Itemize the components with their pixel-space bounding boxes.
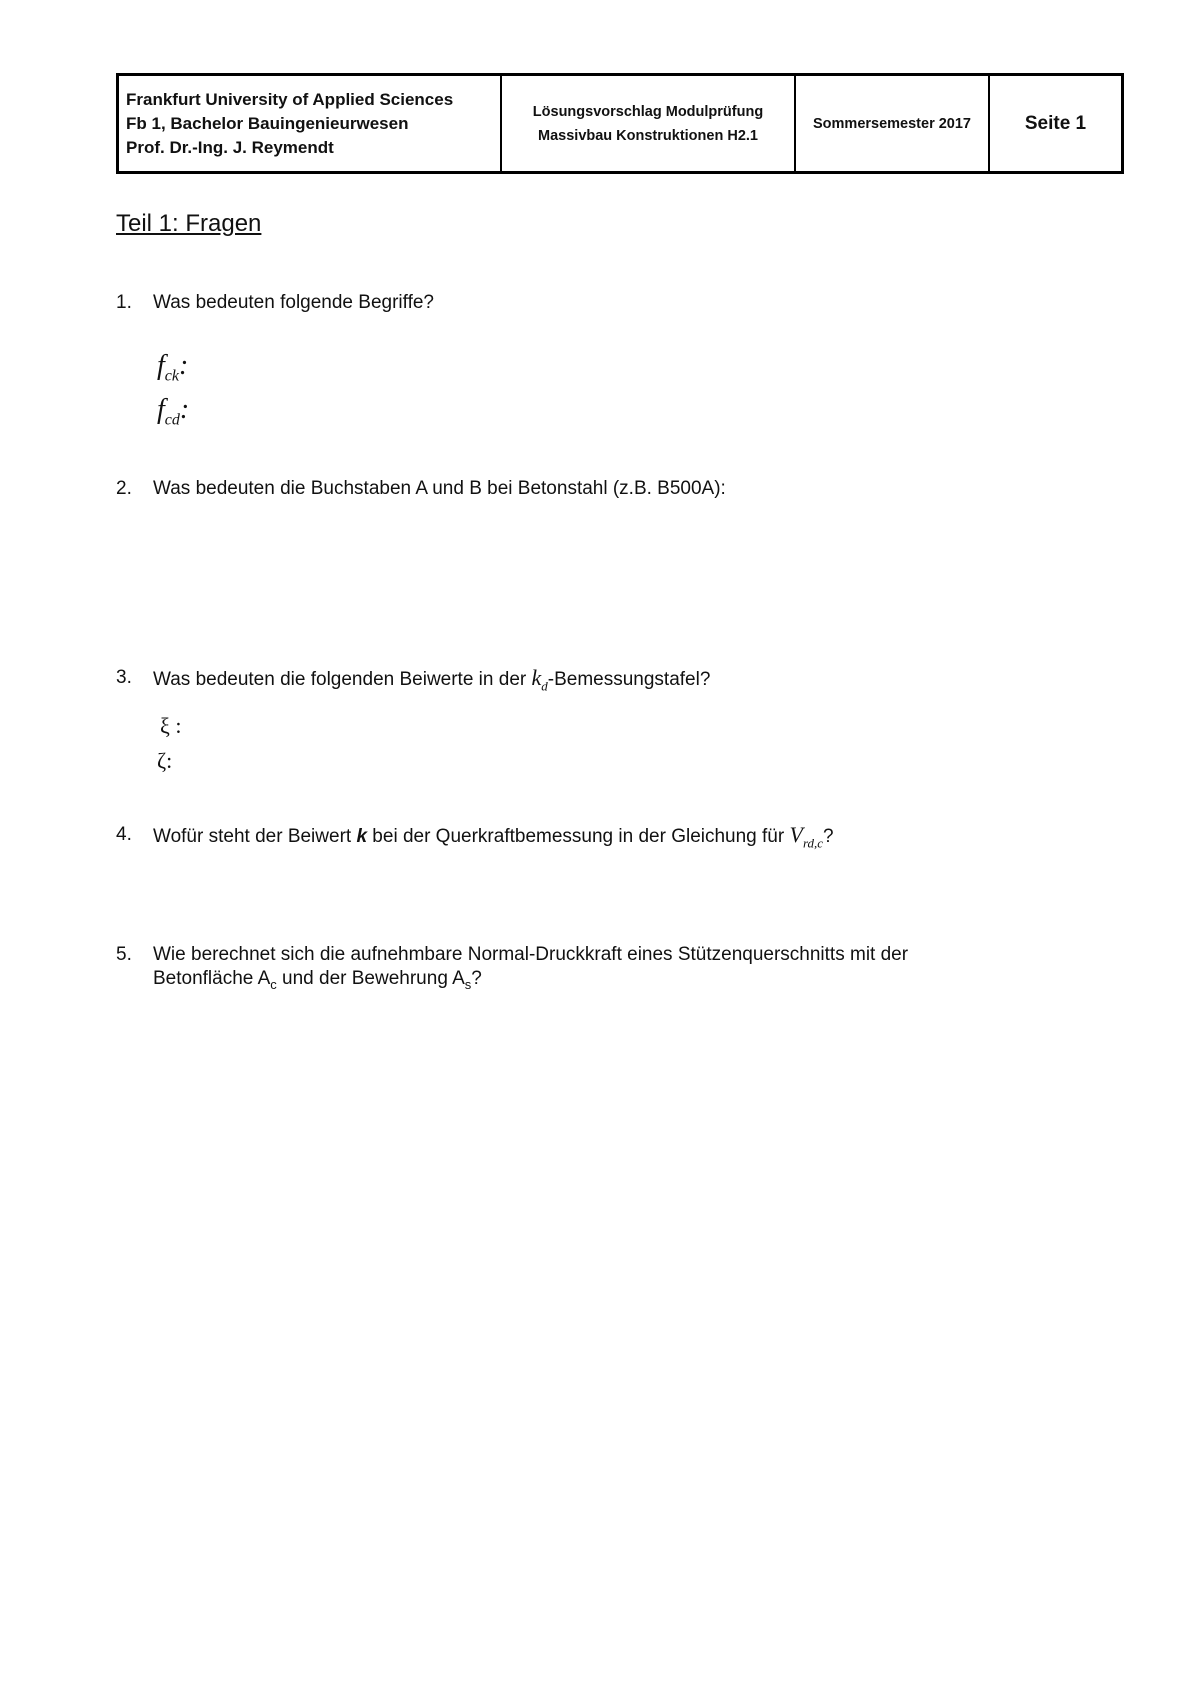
semester-cell — [796, 76, 990, 171]
symbol-k: k — [356, 826, 368, 847]
symbol-fck: $f_{ck}$: — [157, 350, 189, 385]
symbol-vrdc: $V_{rd,c}$ — [789, 822, 824, 851]
question-5 — [116, 943, 1013, 997]
institution-cell — [119, 76, 502, 171]
symbol-xi: ξ : — [160, 713, 182, 738]
exam-title-cell — [502, 76, 796, 171]
section-title: Teil 1: Fragen — [116, 210, 262, 237]
institution-line2: Fb 1, Bachelor Bauingenieurwesen — [126, 113, 409, 133]
symbol-fcd: $f_{cd}$: — [157, 394, 190, 429]
semester-label: Sommersemester 2017 — [813, 115, 971, 132]
exam-title-line1: Lösungsvorschlag Modulprüfung — [532, 103, 764, 120]
question-number: 1. — [116, 292, 132, 313]
question-3 — [116, 666, 1013, 698]
question-4 — [116, 823, 1013, 855]
question-text: Wofür steht der Beiwert k bei der Querkraftbemessung in der Gleichung für $V_{rd,c}$? — [153, 822, 834, 851]
header-table — [116, 73, 1124, 174]
institution-line3: Prof. Dr.-Ing. J. Reymendt — [126, 137, 334, 157]
question-number: 3. — [116, 667, 132, 688]
question-number: 2. — [116, 478, 132, 499]
question-text: Was bedeuten folgende Begriffe? — [153, 292, 434, 313]
page-number-cell — [990, 76, 1121, 171]
question-number: 5. — [116, 944, 132, 965]
question-text: Was bedeuten die folgenden Beiwerte in der $k_d$-Bemessungstafel? — [153, 665, 711, 694]
institution-line1: Frankfurt University of Applied Sciences — [126, 89, 454, 109]
question-number: 4. — [116, 824, 132, 845]
symbol-zeta: ζ: — [157, 748, 173, 773]
question-2 — [116, 477, 1013, 501]
page-number: Seite 1 — [1024, 112, 1087, 134]
question-text: Wie berechnet sich die aufnehmbare Normal-Druckkraft eines Stützenquerschnitts mit der Betonfläche $A_c$ und der Bewehrung $A_s$? — [153, 944, 909, 992]
exam-title-line2: Massivbau Konstruktionen H2.1 — [538, 127, 758, 144]
symbol-kd: $k_d$ — [531, 665, 548, 694]
question-text: Was bedeuten die Buchstaben A und B bei Betonstahl (z.B. B500A): — [153, 478, 726, 499]
question-1 — [116, 291, 1013, 315]
